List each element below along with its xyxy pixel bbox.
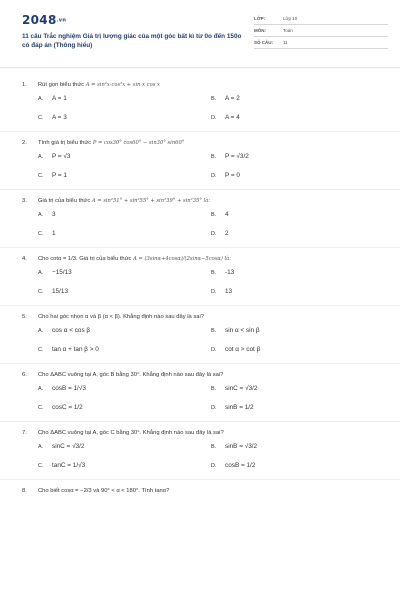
question-number: 8.: [22, 488, 27, 494]
option-key: B.: [211, 386, 217, 392]
option-text: 15/13: [52, 288, 68, 295]
option-text: sinC = √3/2: [225, 385, 258, 392]
question-divider: [0, 421, 400, 422]
option-text: −15/13: [52, 269, 72, 276]
option-key: C.: [38, 347, 44, 353]
answer-options: [0, 92, 400, 128]
info-label: LỚP:: [254, 16, 266, 21]
question-5: [0, 310, 400, 364]
question-7: [0, 426, 400, 480]
question-divider: [0, 363, 400, 364]
info-label: MÔN:: [254, 28, 266, 33]
question-divider: [0, 305, 400, 306]
question-number: 1.: [22, 82, 27, 88]
option-key: D.: [211, 347, 217, 353]
option-text: A = 2: [225, 95, 240, 102]
question-prompt: Cho hai góc nhọn α và β (α < β). Khẳng định nào sau đây là sai?: [38, 314, 204, 320]
question-number: 3.: [22, 198, 27, 204]
option-key: A.: [38, 444, 44, 450]
question-text: [38, 252, 231, 266]
option-key: C.: [38, 231, 44, 237]
answer-options: [0, 324, 400, 360]
question-prompt: Cho cotα = 1/3. Giá trị của biểu thức: [38, 256, 132, 262]
option-key: C.: [38, 463, 44, 469]
question-text: [38, 194, 210, 208]
question-list: [0, 78, 400, 498]
option-text: A = 4: [225, 114, 240, 121]
info-row-class: [254, 13, 388, 25]
option-key: C.: [38, 405, 44, 411]
option-key: B.: [211, 212, 217, 218]
option-key: B.: [211, 154, 217, 160]
option-key: B.: [211, 96, 217, 102]
option-key: A.: [38, 212, 44, 218]
question-text: [38, 136, 184, 150]
question-prompt: Cho ΔABC vuông tại A, góc B bằng 30°. Khẳng định nào sau đây là sai?: [38, 372, 224, 378]
option-text: cos α < cos β: [52, 327, 91, 334]
option-text: P = 0: [225, 172, 240, 179]
option-text: tan α + tan β > 0: [52, 346, 99, 353]
question-6: [0, 368, 400, 422]
question-prompt: Cho ΔABC vuông tại A, góc C bằng 30°. Khẳng định nào sau đây là sai?: [38, 430, 224, 436]
question-divider: [0, 189, 400, 190]
header-divider: [0, 67, 400, 68]
question-formula: A = sin²51° + sin²55° + sin²39° + sin²35° là:: [91, 198, 211, 204]
header: [0, 0, 400, 60]
question-number: 5.: [22, 314, 27, 320]
document-title: 11 câu Trắc nghiệm Giá trị lượng giác của một góc bất kì từ 0o đến 150o có đáp án (Thông hiểu): [22, 33, 242, 49]
question-1: [0, 78, 400, 132]
question-divider: [0, 479, 400, 480]
answer-options: [0, 208, 400, 244]
answer-options: [0, 266, 400, 302]
info-value: Lớp 10: [283, 16, 298, 21]
option-key: A.: [38, 386, 44, 392]
option-key: A.: [38, 328, 44, 334]
question-stem: [0, 78, 400, 92]
question-prompt: Rút gọn biểu thức: [38, 82, 85, 88]
info-label: SỐ CÂU:: [254, 40, 273, 45]
option-key: D.: [211, 289, 217, 295]
question-text: [38, 426, 224, 440]
question-number: 4.: [22, 256, 27, 262]
question-text: [38, 310, 204, 324]
option-key: C.: [38, 115, 44, 121]
question-3: [0, 194, 400, 248]
logo-tld: .vn: [56, 17, 67, 24]
option-key: D.: [211, 173, 217, 179]
option-key: A.: [38, 96, 44, 102]
answer-options: [0, 440, 400, 476]
question-text: [38, 484, 169, 498]
info-row-subject: [254, 25, 388, 37]
option-text: sinC = √3/2: [52, 443, 85, 450]
question-text: [38, 368, 223, 382]
question-formula: A = sin²x·cos²x + sin x cos x: [85, 82, 160, 88]
site-logo[interactable]: [22, 13, 66, 27]
question-stem: [0, 310, 400, 324]
option-text: cot α > cot β: [225, 346, 261, 353]
option-text: -13: [225, 269, 235, 276]
option-text: tanC = 1/√3: [52, 462, 86, 469]
option-text: 1: [52, 230, 56, 237]
question-prompt: Tính giá trị biểu thức: [38, 140, 92, 146]
question-8: [0, 484, 400, 498]
option-key: D.: [211, 231, 217, 237]
question-divider: [0, 131, 400, 132]
option-text: 2: [225, 230, 229, 237]
question-stem: [0, 426, 400, 440]
option-key: C.: [38, 289, 44, 295]
option-text: 4: [225, 211, 229, 218]
question-4: [0, 252, 400, 306]
option-key: D.: [211, 463, 217, 469]
question-formula: P = cos30° cos60° − sin30° sin60°: [92, 140, 185, 146]
option-key: B.: [211, 270, 217, 276]
question-stem: [0, 136, 400, 150]
option-text: P = √3: [52, 153, 71, 160]
option-text: cosC = 1/2: [52, 404, 83, 411]
question-stem: [0, 252, 400, 266]
info-row-count: [254, 37, 388, 49]
option-key: A.: [38, 270, 44, 276]
question-stem: [0, 484, 400, 498]
question-stem: [0, 368, 400, 382]
option-text: 13: [225, 288, 233, 295]
option-text: A = 1: [52, 95, 67, 102]
option-text: P = 1: [52, 172, 67, 179]
question-prompt: Giá trị của biểu thức: [38, 198, 91, 204]
option-key: D.: [211, 405, 217, 411]
option-key: C.: [38, 173, 44, 179]
question-stem: [0, 194, 400, 208]
answer-options: [0, 382, 400, 418]
question-divider: [0, 247, 400, 248]
question-number: 7.: [22, 430, 27, 436]
question-2: [0, 136, 400, 190]
option-text: A = 3: [52, 114, 67, 121]
question-prompt: Cho biết cosα = −2/3 và 90° < α < 180°. Tính tanα?: [38, 488, 170, 494]
info-value: Toán: [283, 28, 293, 33]
question-text: [38, 78, 160, 92]
option-text: 3: [52, 211, 56, 218]
option-key: A.: [38, 154, 44, 160]
option-text: sinB = 1/2: [225, 404, 254, 411]
info-panel: [254, 13, 388, 49]
option-text: cosB = 1/√3: [52, 385, 86, 392]
question-formula: A = (3sinα+4cosα)/(2sinα−5cosα) là:: [133, 256, 232, 262]
option-text: sinB = √3/2: [225, 443, 258, 450]
answer-options: [0, 150, 400, 186]
option-text: sin α < sin β: [225, 327, 260, 334]
option-key: B.: [211, 328, 217, 334]
option-key: D.: [211, 115, 217, 121]
option-key: B.: [211, 444, 217, 450]
info-value: 11: [283, 40, 288, 45]
option-text: P = √3/2: [225, 153, 249, 160]
logo-text: 2048: [22, 13, 57, 27]
option-text: cosB = 1/2: [225, 462, 256, 469]
question-number: 2.: [22, 140, 27, 146]
question-number: 6.: [22, 372, 27, 378]
